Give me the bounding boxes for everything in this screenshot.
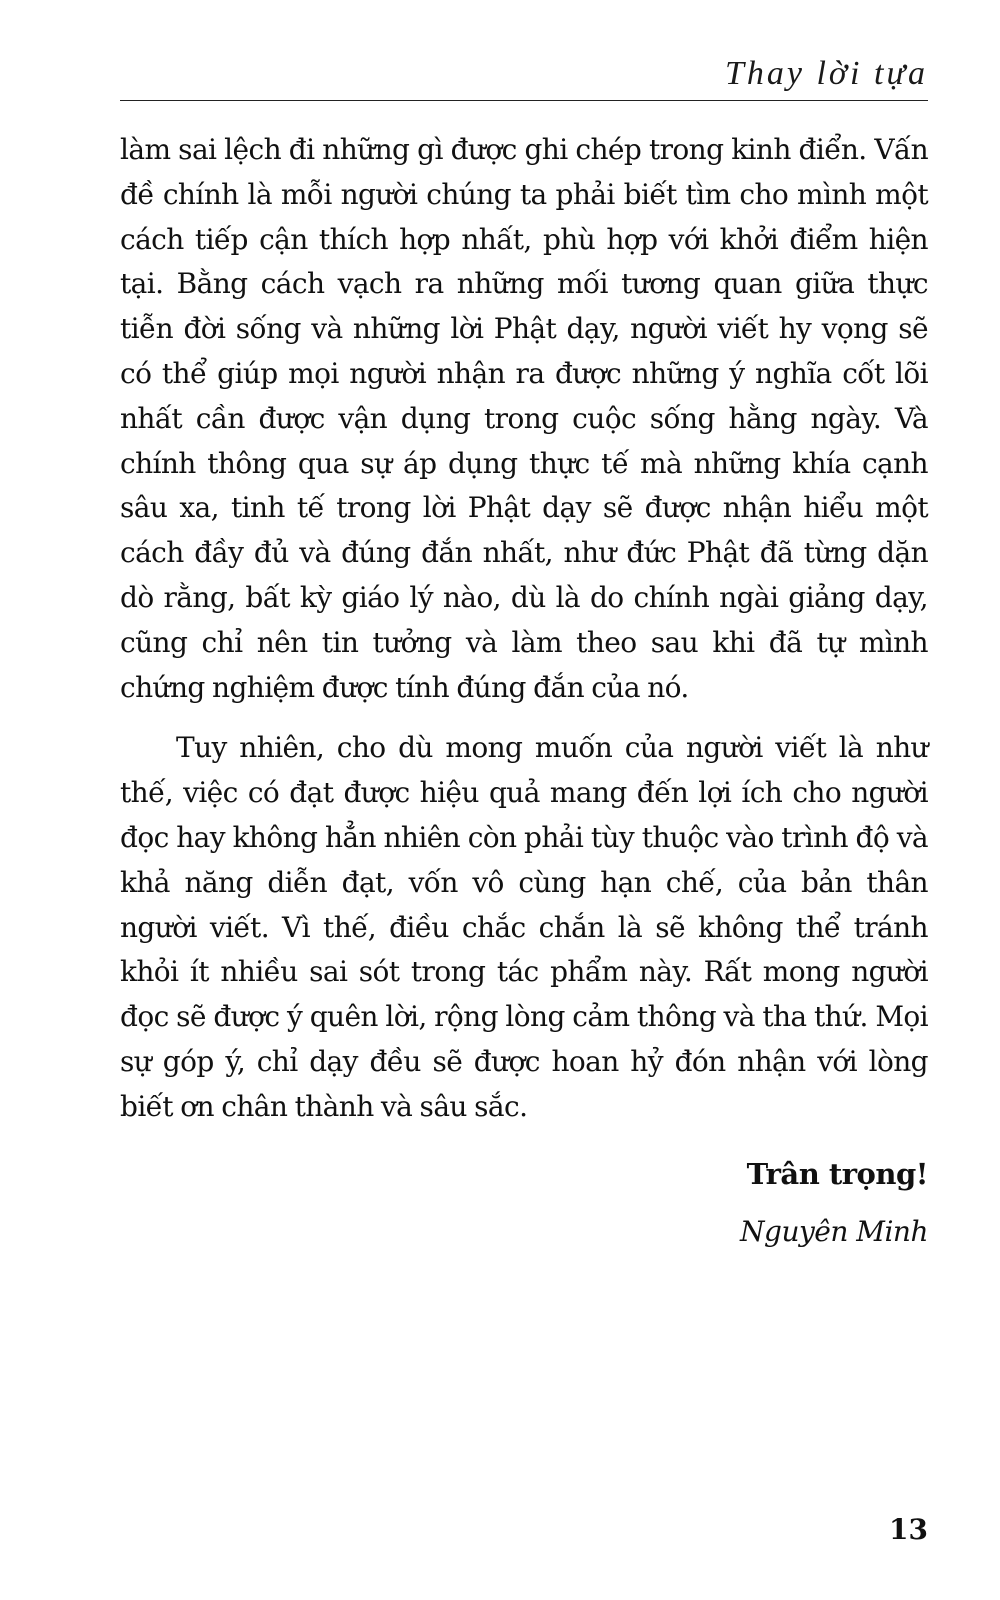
body-text bbox=[120, 128, 928, 1254]
paragraph-continued: làm sai lệch đi những gì được ghi chép trong kinh điển. Vấn đề chính là mỗi người chúng ta phải biết tìm cho mình một cách tiếp cận thích hợp nhất, phù hợp với khởi điểm hiện tại. Bằng cách vạch ra những mối tương quan giữa thực tiễn đời sống và những lời Phật dạy, người viết hy vọng sẽ có thể giúp mọi người nhận ra được những ý nghĩa cốt lõi nhất cần được vận dụng trong cuộc sống hằng ngày. Và chính thông qua sự áp dụng thực tế mà những khía cạnh sâu xa, tinh tế trong lời Phật dạy sẽ được nhận hiểu một cách đầy đủ và đúng đắn nhất, như đức Phật đã từng dặn dò rằng, bất kỳ giáo lý nào, dù là do chính ngài giảng dạy, cũng chỉ nên tin tưởng và làm theo sau khi đã tự mình chứng nghiệm được tính đúng đắn của nó. bbox=[120, 133, 928, 704]
running-header bbox=[120, 52, 928, 101]
author-signature: Nguyên Minh bbox=[740, 1214, 928, 1248]
page-number: 13 bbox=[889, 1513, 928, 1546]
closing-salutation: Trân trọng! bbox=[746, 1156, 928, 1191]
paragraph: Tuy nhiên, cho dù mong muốn của người viết là như thế, việc có đạt được hiệu quả mang đến lợi ích cho người đọc hay không hẳn nhiên còn phải tùy thuộc vào trình độ và khả năng diễn đạt, vốn vô cùng hạn chế, của bản thân người viết. Vì thế, điều chắc chắn là sẽ không thể tránh khỏi ít nhiều sai sót trong tác phẩm này. Rất mong người đọc sẽ được ý quên lời, rộng lòng cảm thông và tha thứ. Mọi sự góp ý, chỉ dạy đều sẽ được hoan hỷ đón nhận với lòng biết ơn chân thành và sâu sắc. bbox=[120, 731, 928, 1123]
running-title: Thay lời tựa bbox=[724, 55, 928, 92]
